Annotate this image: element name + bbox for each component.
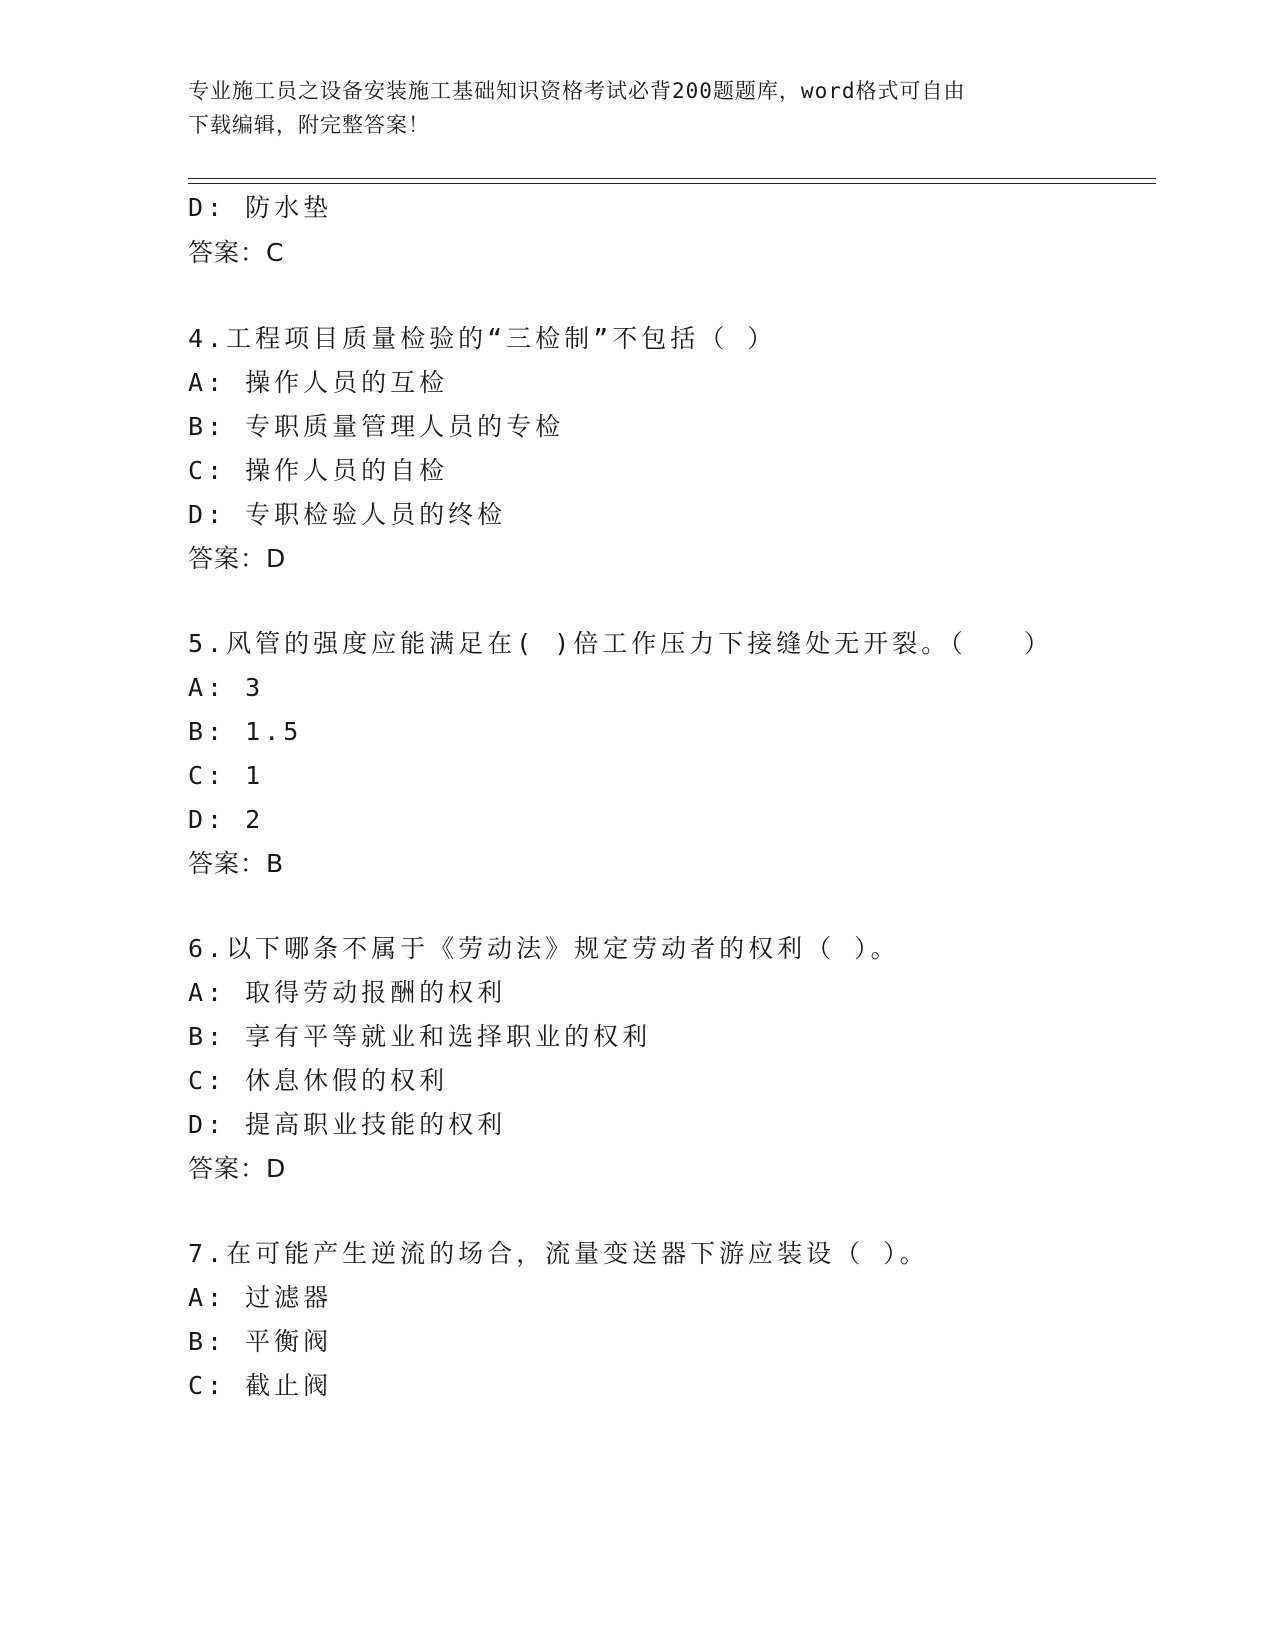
option-c: C: 截止阀 — [188, 1371, 333, 1400]
answer-line: 答案：C — [188, 238, 285, 267]
option-a: A: 取得劳动报酬的权利 — [188, 978, 507, 1007]
answer-line: 答案：D — [188, 1154, 287, 1183]
question-stem: 7.在可能产生逆流的场合，流量变送器下游应装设（ ）。 — [188, 1239, 929, 1268]
header-rule-top — [188, 178, 1156, 179]
answer-line: 答案：D — [188, 544, 287, 573]
option-d: D: 2 — [188, 805, 265, 834]
option-a: A: 3 — [188, 673, 265, 702]
option-b: B: 享有平等就业和选择职业的权利 — [188, 1022, 652, 1051]
option-a: A: 操作人员的互检 — [188, 368, 449, 397]
option-b: B: 平衡阀 — [188, 1327, 333, 1356]
option-b: B: 专职质量管理人员的专检 — [188, 412, 565, 441]
answer-line: 答案：B — [188, 849, 285, 878]
document-header — [188, 74, 1068, 142]
header-line-2: 下载编辑，附完整答案！ — [188, 113, 430, 137]
option-d: D: 提高职业技能的权利 — [188, 1110, 507, 1139]
question-stem: 4.工程项目质量检验的“三检制”不包括（ ） — [188, 324, 777, 353]
question-stem: 5.风管的强度应能满足在( )倍工作压力下接缝处无开裂。（ ） — [188, 629, 1053, 658]
option-a: A: 过滤器 — [188, 1283, 333, 1312]
option-d: D: 防水垫 — [188, 193, 333, 222]
header-rule-bottom — [188, 183, 1156, 184]
option-d: D: 专职检验人员的终检 — [188, 500, 507, 529]
option-c: C: 休息休假的权利 — [188, 1066, 449, 1095]
header-line-1: 专业施工员之设备安装施工基础知识资格考试必背200题题库，word格式可自由 — [188, 79, 966, 103]
option-c: C: 操作人员的自检 — [188, 456, 449, 485]
option-c: C: 1 — [188, 761, 265, 790]
option-b: B: 1.5 — [188, 717, 303, 746]
question-stem: 6.以下哪条不属于《劳动法》规定劳动者的权利（ ）。 — [188, 934, 900, 963]
